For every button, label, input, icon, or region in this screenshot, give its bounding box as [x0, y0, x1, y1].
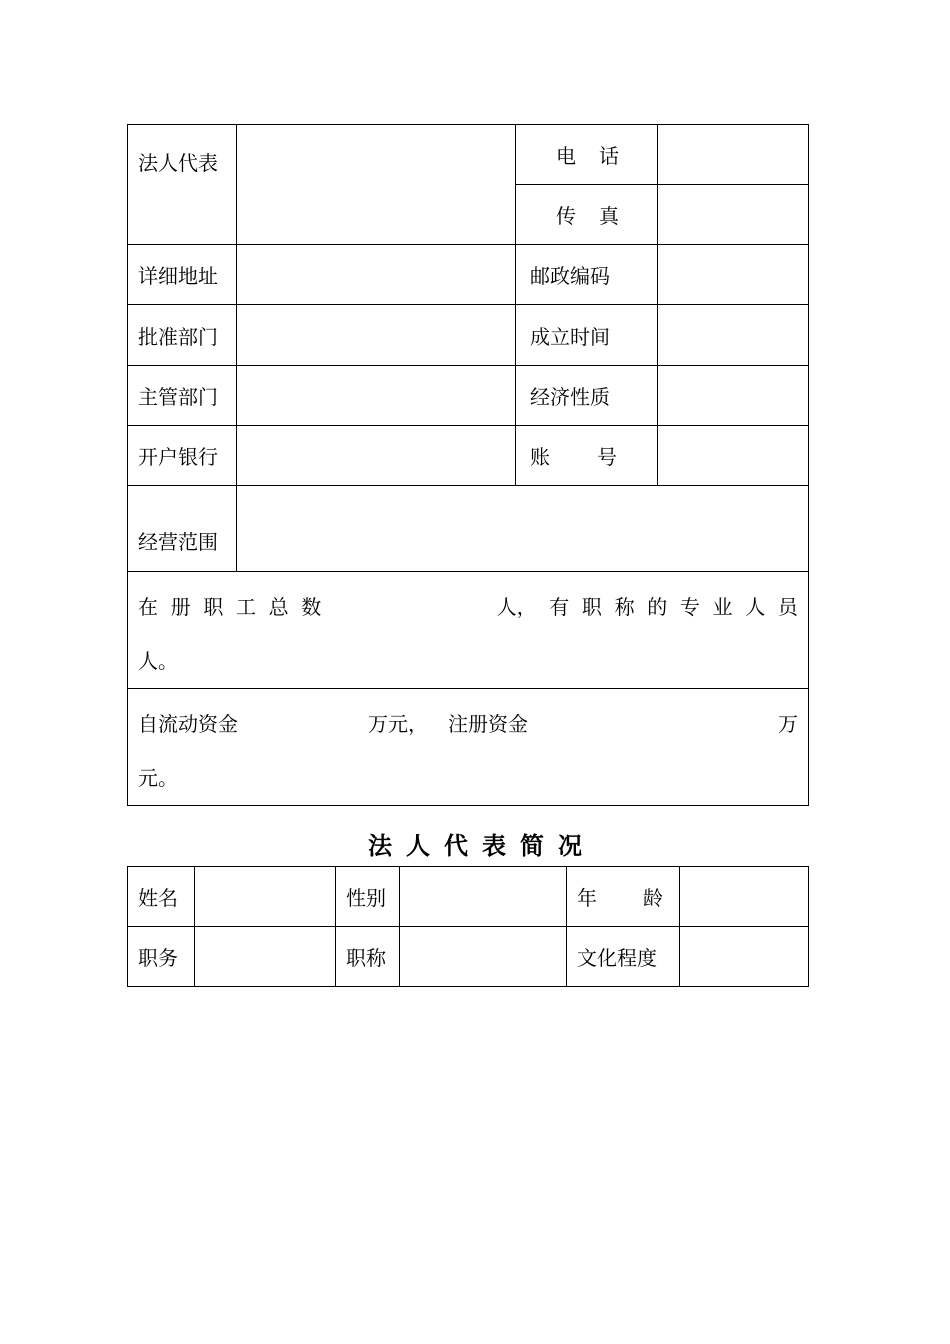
address-label: 详细地址: [128, 245, 237, 305]
staff-count-line2: 人。: [138, 649, 178, 673]
capital-cell: [128, 689, 809, 806]
supervisor-dept-label: 主管部门: [128, 366, 237, 426]
rep-section-title: 法人代表简况: [368, 831, 596, 860]
economic-nature-field[interactable]: [658, 366, 809, 426]
fax-label: 传 真: [516, 185, 658, 245]
legal-rep-field[interactable]: [237, 125, 516, 245]
legal-rep-label: 法人代表: [128, 125, 237, 245]
phone-field[interactable]: [658, 125, 809, 185]
supervisor-dept-field[interactable]: [237, 366, 516, 426]
age-field[interactable]: [680, 867, 809, 927]
account-field[interactable]: [658, 426, 809, 486]
business-scope-field[interactable]: [237, 486, 809, 572]
business-scope-label: 经营范围: [128, 486, 237, 572]
postcode-field[interactable]: [658, 245, 809, 305]
established-label: 成立时间: [516, 305, 658, 366]
postcode-label: 邮政编码: [516, 245, 658, 305]
education-label: 文化程度: [567, 927, 680, 987]
phone-label: 电 话: [516, 125, 658, 185]
name-field[interactable]: [195, 867, 336, 927]
capital-line1: 自流动资金 万元， 注册资金 万: [138, 712, 798, 736]
fax-field[interactable]: [658, 185, 809, 245]
position-field[interactable]: [195, 927, 336, 987]
approval-dept-field[interactable]: [237, 305, 516, 366]
staff-count-line1: 在 册 职 工 总 数 人， 有 职 称 的 专 业 人 员: [138, 595, 798, 619]
approval-dept-label: 批准部门: [128, 305, 237, 366]
bank-field[interactable]: [237, 426, 516, 486]
bank-label: 开户银行: [128, 426, 237, 486]
rep-summary-table: [127, 866, 809, 987]
account-label: 账 号: [516, 426, 658, 486]
economic-nature-label: 经济性质: [516, 366, 658, 426]
gender-field[interactable]: [400, 867, 567, 927]
title-field[interactable]: [400, 927, 567, 987]
gender-label: 性别: [336, 867, 400, 927]
name-label: 姓名: [128, 867, 195, 927]
title-label: 职称: [336, 927, 400, 987]
address-field[interactable]: [237, 245, 516, 305]
staff-count-cell: [128, 572, 809, 689]
company-info-table: [127, 124, 809, 806]
established-field[interactable]: [658, 305, 809, 366]
age-label: 年 龄: [567, 867, 680, 927]
position-label: 职务: [128, 927, 195, 987]
education-field[interactable]: [680, 927, 809, 987]
capital-line2: 元。: [138, 766, 178, 790]
